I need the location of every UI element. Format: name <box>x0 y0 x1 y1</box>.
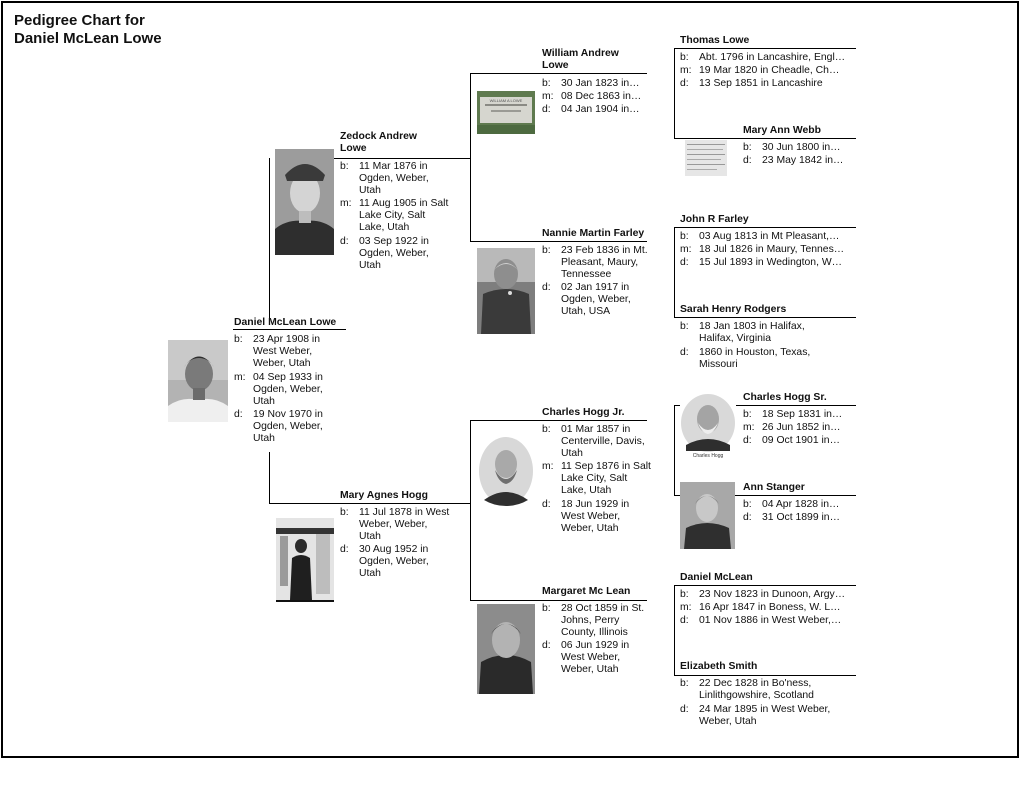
event-value: 30 Jun 1800 in… <box>762 142 841 153</box>
event-value: 18 Jun 1929 in West Weber, Weber, Utah <box>561 499 630 535</box>
event-label: b: <box>542 424 551 435</box>
birth-event <box>234 334 332 370</box>
event-label: d: <box>542 499 551 510</box>
chart-title-line-1: Pedigree Chart for <box>14 12 145 29</box>
death-event <box>680 615 850 628</box>
event-value: 04 Jan 1904 in… <box>561 104 640 115</box>
person-name: Thomas Lowe <box>680 35 750 46</box>
event-label: d: <box>743 512 752 523</box>
person-card-great-grandparent <box>680 214 850 272</box>
event-label: b: <box>542 245 551 256</box>
connector-line <box>269 158 270 318</box>
connector-line <box>470 420 471 600</box>
chart-title <box>14 12 162 48</box>
event-value: Abt. 1796 in Lancashire, Engl… <box>699 52 846 63</box>
event-label: d: <box>340 544 349 555</box>
event-label: b: <box>680 52 689 63</box>
event-value: 16 Apr 1847 in Boness, W. L… <box>699 602 841 613</box>
person-card-great-grandparent <box>680 572 850 630</box>
event-value: 11 Jul 1878 in West Weber, Weber, Utah <box>359 507 450 543</box>
person-card-paternal-grandfather <box>542 48 650 118</box>
event-label: m: <box>234 372 246 383</box>
connector-line <box>269 452 270 503</box>
event-value: 19 Nov 1970 in Ogden, Weber, Utah <box>253 409 323 445</box>
person-name: Elizabeth Smith <box>680 661 758 672</box>
event-label: m: <box>680 65 692 76</box>
event-label: m: <box>542 91 554 102</box>
person-card-father <box>340 131 452 276</box>
headstone-text: WILLIAM A LOWE <box>489 98 523 103</box>
event-value: 30 Aug 1952 in Ogden, Weber, Utah <box>359 544 429 580</box>
event-label: d: <box>680 615 689 626</box>
event-label: d: <box>234 409 243 420</box>
event-value: 28 Oct 1859 in St. Johns, Perry County, Illinois <box>561 603 645 639</box>
death-event <box>680 257 850 270</box>
event-value: 11 Mar 1876 in Ogden, Weber, Utah <box>359 161 429 197</box>
person-name: Mary Agnes Hogg <box>340 490 428 501</box>
event-label: d: <box>680 347 689 358</box>
marriage-event <box>680 244 850 257</box>
person-name: Ann Stanger <box>743 482 805 493</box>
connector-line <box>674 227 675 317</box>
event-label: m: <box>340 198 352 209</box>
person-card-great-grandparent <box>680 661 840 731</box>
portrait-photo <box>680 393 736 461</box>
event-label: b: <box>340 507 349 518</box>
document-photo <box>685 140 727 176</box>
event-value: 02 Jan 1917 in Ogden, Weber, Utah, USA <box>561 282 631 318</box>
marriage-event <box>680 602 850 615</box>
marriage-event <box>680 65 850 78</box>
event-value: 19 Mar 1820 in Cheadle, Ch… <box>699 65 840 76</box>
marriage-event <box>542 461 654 497</box>
death-event <box>542 640 654 676</box>
portrait-photo <box>477 604 535 694</box>
death-event <box>542 282 654 318</box>
event-label: d: <box>542 104 551 115</box>
death-event <box>340 236 452 272</box>
event-value: 18 Jul 1826 in Maury, Tennes… <box>699 244 845 255</box>
event-label: d: <box>680 78 689 89</box>
event-label: b: <box>680 321 689 332</box>
event-value: 22 Dec 1828 in Bo'ness, Linlithgowshire, Scotland <box>699 678 814 702</box>
death-event <box>234 409 332 445</box>
death-event <box>340 544 452 580</box>
person-card-mother <box>340 490 452 585</box>
event-value: 06 Jun 1929 in West Weber, Weber, Utah <box>561 640 630 676</box>
marriage-event <box>542 91 650 104</box>
portrait-photo <box>275 149 334 255</box>
person-name: Mary Ann Webb <box>743 125 821 136</box>
event-value: 09 Oct 1901 in… <box>762 435 840 446</box>
event-label: m: <box>680 602 692 613</box>
birth-event <box>680 321 840 347</box>
birth-event <box>542 603 654 639</box>
event-label: d: <box>743 435 752 446</box>
event-value: 04 Sep 1933 in Ogden, Weber, Utah <box>253 372 323 408</box>
birth-event <box>680 589 850 602</box>
birth-event <box>680 231 850 244</box>
connector-line <box>674 585 675 675</box>
event-value: 18 Jan 1803 in Halifax, Halifax, Virginia <box>699 321 805 345</box>
event-value: 11 Aug 1905 in Salt Lake City, Salt Lake, Utah <box>359 198 449 234</box>
event-label: d: <box>542 282 551 293</box>
birth-event <box>340 161 452 197</box>
death-event <box>743 435 851 448</box>
event-value: 08 Dec 1863 in… <box>561 91 642 102</box>
birth-event <box>542 424 654 460</box>
event-value: 24 Mar 1895 in West Weber, Weber, Utah <box>699 704 831 728</box>
event-label: b: <box>743 142 752 153</box>
death-event <box>743 155 851 168</box>
marriage-event <box>234 372 332 408</box>
event-value: 01 Nov 1886 in West Weber,… <box>699 615 842 626</box>
birth-event <box>542 245 654 281</box>
birth-event <box>680 52 850 65</box>
event-label: d: <box>680 704 689 715</box>
connector-line <box>674 405 675 495</box>
event-value: 26 Jun 1852 in… <box>762 422 841 433</box>
person-card-paternal-grandmother <box>542 228 654 323</box>
event-label: m: <box>542 461 554 472</box>
event-label: b: <box>680 589 689 600</box>
person-name: Nannie Martin Farley <box>542 228 645 239</box>
event-value: 03 Sep 1922 in Ogden, Weber, Utah <box>359 236 429 272</box>
event-value: 31 Oct 1899 in… <box>762 512 840 523</box>
event-value: 04 Apr 1828 in… <box>762 499 840 510</box>
death-event <box>680 704 840 730</box>
death-event <box>542 499 654 535</box>
event-label: b: <box>340 161 349 172</box>
event-value: 11 Sep 1876 in Salt Lake City, Salt Lake, Utah <box>561 461 651 497</box>
person-name: Margaret Mc Lean <box>542 586 631 597</box>
chart-title-line-2: Daniel McLean Lowe <box>14 30 162 47</box>
event-label: d: <box>743 155 752 166</box>
event-value: 13 Sep 1851 in Lancashire <box>699 78 823 89</box>
person-card-great-grandparent <box>680 35 850 93</box>
event-value: 23 May 1842 in… <box>762 155 844 166</box>
event-value: 23 Feb 1836 in Mt. Pleasant, Maury, Tennessee <box>561 245 648 281</box>
person-card-great-grandparent <box>743 125 851 170</box>
photo-caption: Charles Hogg <box>692 453 724 459</box>
event-value: 18 Sep 1831 in… <box>762 409 843 420</box>
birth-event <box>743 142 851 155</box>
person-name: William Andrew Lowe <box>542 48 619 71</box>
person-card-self <box>234 317 337 452</box>
death-event <box>680 347 840 373</box>
portrait-photo <box>680 482 735 549</box>
birth-event <box>680 678 840 704</box>
event-value: 03 Aug 1813 in Mt Pleasant,… <box>699 231 840 242</box>
event-label: m: <box>743 422 755 433</box>
death-event <box>680 78 850 91</box>
portrait-photo <box>276 518 334 602</box>
event-label: b: <box>680 231 689 242</box>
death-event <box>743 512 851 525</box>
person-name: Daniel McLean <box>680 572 753 583</box>
birth-event <box>743 409 851 422</box>
event-label: b: <box>680 678 689 689</box>
person-card-great-grandparent <box>743 482 851 527</box>
event-label: b: <box>743 499 752 510</box>
person-name: Sarah Henry Rodgers <box>680 304 787 315</box>
portrait-photo <box>478 436 534 506</box>
event-value: 30 Jan 1823 in… <box>561 78 640 89</box>
event-label: b: <box>234 334 243 345</box>
connector-line <box>470 73 471 241</box>
person-name: Charles Hogg Jr. <box>542 407 625 418</box>
connector-line <box>674 48 675 138</box>
event-value: 1860 in Houston, Texas, Missouri <box>699 347 811 371</box>
person-card-maternal-grandfather <box>542 407 654 537</box>
event-label: b: <box>743 409 752 420</box>
event-label: d: <box>340 236 349 247</box>
death-event <box>542 104 650 117</box>
person-name: Daniel McLean Lowe <box>234 317 337 328</box>
marriage-event <box>743 422 851 435</box>
person-card-great-grandparent <box>743 392 851 450</box>
marriage-event <box>340 198 452 234</box>
birth-event <box>743 499 851 512</box>
event-label: d: <box>542 640 551 651</box>
person-card-maternal-grandmother <box>542 586 654 681</box>
person-name: Charles Hogg Sr. <box>743 392 827 403</box>
event-value: 23 Apr 1908 in West Weber, Weber, Utah <box>253 334 321 370</box>
event-label: b: <box>542 603 551 614</box>
event-value: 01 Mar 1857 in Centerville, Davis, Utah <box>561 424 645 460</box>
person-card-great-grandparent <box>680 304 840 374</box>
portrait-photo <box>168 340 228 422</box>
portrait-photo <box>477 248 535 334</box>
person-name: John R Farley <box>680 214 749 225</box>
event-label: b: <box>542 78 551 89</box>
headstone-photo <box>477 91 535 134</box>
person-name: Zedock Andrew Lowe <box>340 131 417 154</box>
event-value: 23 Nov 1823 in Dunoon, Argy… <box>699 589 846 600</box>
event-label: m: <box>680 244 692 255</box>
event-label: d: <box>680 257 689 268</box>
event-value: 15 Jul 1893 in Wedington, W… <box>699 257 843 268</box>
birth-event <box>340 507 452 543</box>
birth-event <box>542 78 650 91</box>
